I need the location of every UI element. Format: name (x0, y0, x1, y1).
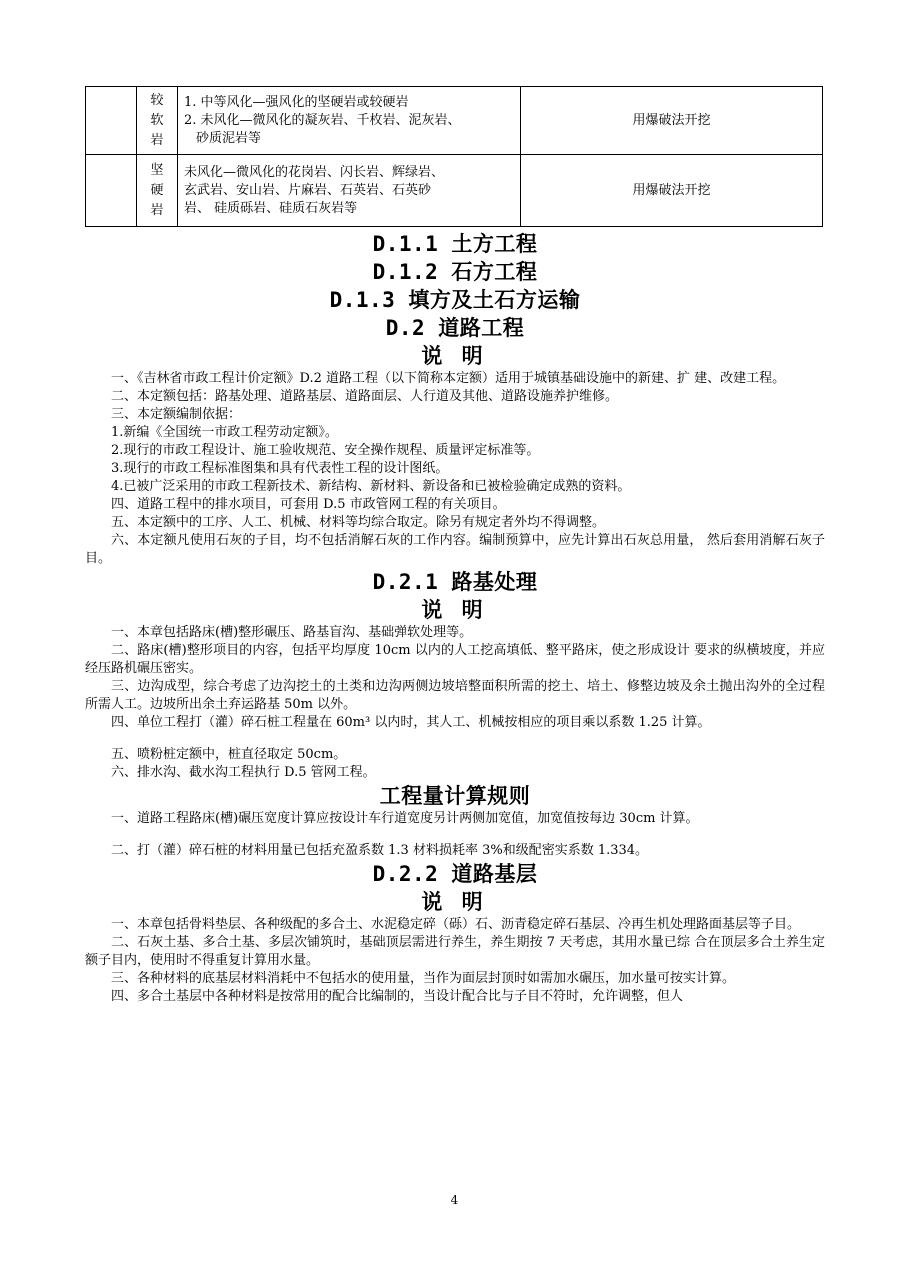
heading-explanation: 说 明 (421, 890, 489, 914)
page-number: 4 (450, 1193, 459, 1207)
paragraph: 四、多合土基层中各种材料是按常用的配合比编制的，当设计配合比与子目不符时，允许调整，但人 (111, 989, 684, 1004)
paragraph: 二、本定额包括：路基处理、道路基层、道路面层、人行道及其他、道路设施养护维修。 (111, 389, 619, 404)
paragraph: 二、路床(槽)整形项目的内容，包括平均厚度 10cm 以内的人工挖高填低、整平路床，使之形成设计 要求的纵横坡度，并应经压路机碾压密实。 (85, 643, 825, 676)
paragraph: 三、本定额编制依据： (111, 407, 242, 422)
paragraph: 六、本定额凡使用石灰的子目，均不包括消解石灰的工作内容。编制预算中，应先计算出石灰总用量， 然后套用消解石灰子目。 (85, 533, 825, 566)
heading-d1-1: D.1.1 土方工程 (372, 232, 538, 256)
paragraph: 三、边沟成型，综合考虑了边沟挖土的土类和边沟两侧边坡培整面积所需的挖土、培土、修整边坡及余土抛出沟外的全过程所需人工。边坡所出余土弃运路基 50m 以外。 (85, 679, 825, 712)
excavation-method-cell: 用爆破法开挖 (521, 87, 823, 155)
rock-category-cell: 较 软 岩 (137, 87, 178, 155)
table-cell-empty (86, 155, 137, 227)
rock-category-cell: 坚 硬 岩 (137, 155, 178, 227)
heading-calculation-rules: 工程量计算规则 (379, 784, 531, 808)
table-cell-empty (86, 87, 137, 155)
heading-explanation: 说 明 (421, 598, 489, 622)
excavation-method-cell: 用爆破法开挖 (521, 155, 823, 227)
paragraph: 二、石灰土基、多合土基、多层次铺筑时，基础顶层需进行养生，养生期按 7 天考虑，其用水量已综 合在顶层多合土养生定额子目内，使用时不得重复计算用水量。 (85, 935, 825, 968)
paragraph: 一、本章包括路床(槽)整形碾压、路基盲沟、基础弹软处理等。 (111, 625, 473, 640)
paragraph: 2.现行的市政工程设计、施工验收规范、安全操作规程、质量评定标准等。 (111, 443, 540, 458)
rock-description-cell: 未风化—微风化的花岗岩、闪长岩、辉绿岩、 玄武岩、安山岩、片麻岩、石英岩、石英砂 岩、 硅质砾岩、硅质石灰岩等 (178, 155, 521, 227)
paragraph: 六、排水沟、截水沟工程执行 D.5 管网工程。 (111, 765, 376, 780)
document-body (85, 230, 825, 1006)
heading-d1-2: D.1.2 石方工程 (372, 260, 538, 284)
paragraph: 四、单位工程打（灌）碎石桩工程量在 60m³ 以内时，其人工、机械按相应的项目乘以系数 1.25 计算。 (111, 715, 711, 730)
paragraph: 1.新编《全国统一市政工程劳动定额》。 (111, 425, 338, 440)
paragraph: 二、打（灌）碎石桩的材料用量已包括充盈系数 1.3 材料损耗率 3%和级配密实系数 1.334。 (111, 843, 649, 858)
paragraph: 一、本章包括骨料垫层、各种级配的多合土、水泥稳定碎（砾）石、沥青稳定碎石基层、冷再生机处理路面基层等子目。 (111, 917, 801, 932)
heading-d2-1: D.2.1 路基处理 (372, 570, 538, 594)
table-row (86, 155, 823, 227)
heading-d2-2: D.2.2 道路基层 (372, 862, 538, 886)
rock-description-cell: 1. 中等风化—强风化的坚硬岩或较硬岩 2. 未风化—微风化的凝灰岩、千枚岩、泥灰岩、 砂质泥岩等 (178, 87, 521, 155)
heading-explanation: 说 明 (421, 344, 489, 368)
heading-d2: D.2 道路工程 (385, 316, 525, 340)
paragraph: 3.现行的市政工程标准图集和具有代表性工程的设计图纸。 (111, 461, 449, 476)
paragraph: 三、各种材料的底基层材料消耗中不包括水的使用量，当作为面层封顶时如需加水碾压，加水量可按实计算。 (111, 971, 736, 986)
paragraph: 4.已被广泛采用的市政工程新技术、新结构、新材料、新设备和已被检验确定成熟的资料。 (111, 479, 631, 494)
rock-classification-table (85, 86, 823, 227)
paragraph: 五、喷粉桩定额中，桩直径取定 50cm。 (111, 747, 347, 762)
paragraph: 一、《吉林省市政工程计价定额》D.2 道路工程（以下简称本定额）适用于城镇基础设施中的新建、扩 建、改建工程。 (111, 371, 786, 386)
table-row (86, 87, 823, 155)
paragraph: 一、道路工程路床(槽)碾压宽度计算应按设计车行道宽度另计两侧加宽值，加宽值按每边 30cm 计算。 (111, 811, 699, 826)
paragraph: 四、道路工程中的排水项目，可套用 D.5 市政管网工程的有关项目。 (111, 497, 506, 512)
paragraph: 五、本定额中的工序、人工、机械、材料等均综合取定。除另有规定者外均不得调整。 (111, 515, 606, 530)
heading-d1-3: D.1.3 填方及土石方运输 (329, 288, 581, 312)
